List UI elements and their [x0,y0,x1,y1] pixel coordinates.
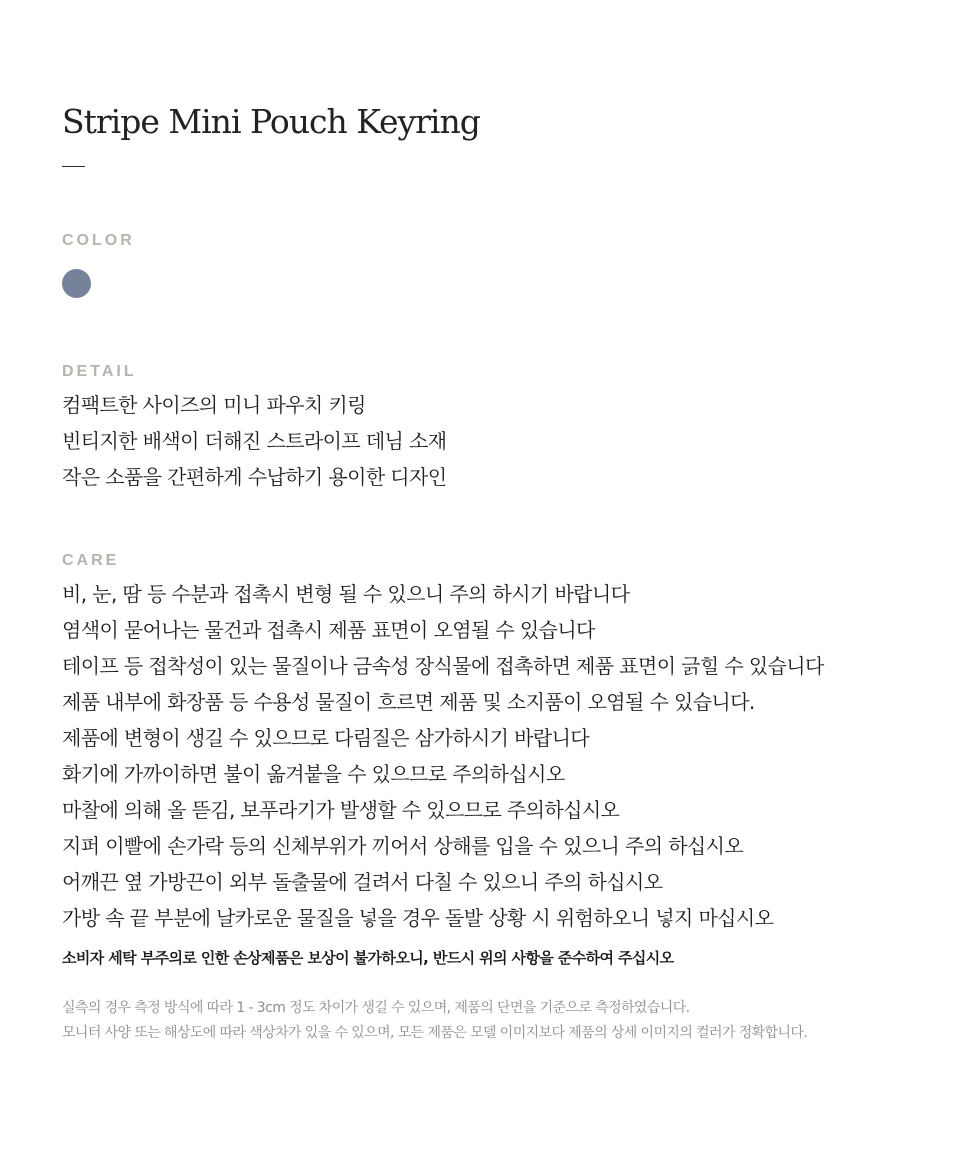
title-divider [62,166,85,167]
care-line: 마찰에 의해 올 뜯김, 보푸라기가 발생할 수 있으므로 주의하십시오 [62,798,620,822]
care-line: 제품 내부에 화장품 등 수용성 물질이 흐르면 제품 및 소지품이 오염될 수 있습니다. [62,690,755,714]
care-line: 비, 눈, 땀 등 수분과 접촉시 변형 될 수 있으니 주의 하시기 바랍니다 [62,582,630,606]
detail-line: 컴팩트한 사이즈의 미니 파우치 키링 [62,393,366,417]
footnote: 실측의 경우 측정 방식에 따라 1 - 3cm 정도 차이가 생길 수 있으며, 제품의 단면을 기준으로 측정하였습니다. [62,1000,690,1016]
care-line: 가방 속 끝 부분에 날카로운 물질을 넣을 경우 돌발 상황 시 위험하오니 넣지 마십시오 [62,906,774,930]
footnote-list [62,996,807,1046]
detail-line: 빈티지한 배색이 더해진 스트라이프 데님 소재 [62,429,447,453]
detail-section-label: DETAIL [62,363,137,380]
care-line: 지퍼 이빨에 손가락 등의 신체부위가 끼어서 상해를 입을 수 있으니 주의 하십시오 [62,834,744,858]
footnote: 모니터 사양 또는 해상도에 따라 색상차가 있을 수 있으며, 모든 제품은 모델 이미지보다 제품의 상세 이미지의 컬러가 정확합니다. [62,1025,808,1041]
detail-list [62,387,446,495]
care-line: 화기에 가까이하면 불이 옮겨붙을 수 있으므로 주의하십시오 [62,762,565,786]
care-list [62,576,824,936]
color-swatch-blue-gray[interactable] [62,269,91,298]
product-title: Stripe Mini Pouch Keyring [62,102,480,141]
care-line: 염색이 묻어나는 물건과 접촉시 제품 표면이 오염될 수 있습니다 [62,618,595,642]
detail-line: 작은 소품을 간편하게 수납하기 용이한 디자인 [62,465,447,489]
care-notice: 소비자 세탁 부주의로 인한 손상제품은 보상이 불가하오니, 반드시 위의 사항을 준수하여 주십시오 [62,949,674,967]
care-line: 테이프 등 접착성이 있는 물질이나 금속성 장식물에 접촉하면 제품 표면이 긁힐 수 있습니다 [62,654,824,678]
care-line: 어깨끈 옆 가방끈이 외부 돌출물에 걸려서 다칠 수 있으니 주의 하십시오 [62,870,663,894]
care-line: 제품에 변형이 생길 수 있으므로 다림질은 삼가하시기 바랍니다 [62,726,590,750]
color-section-label: COLOR [62,232,135,249]
care-section-label: CARE [62,552,120,569]
